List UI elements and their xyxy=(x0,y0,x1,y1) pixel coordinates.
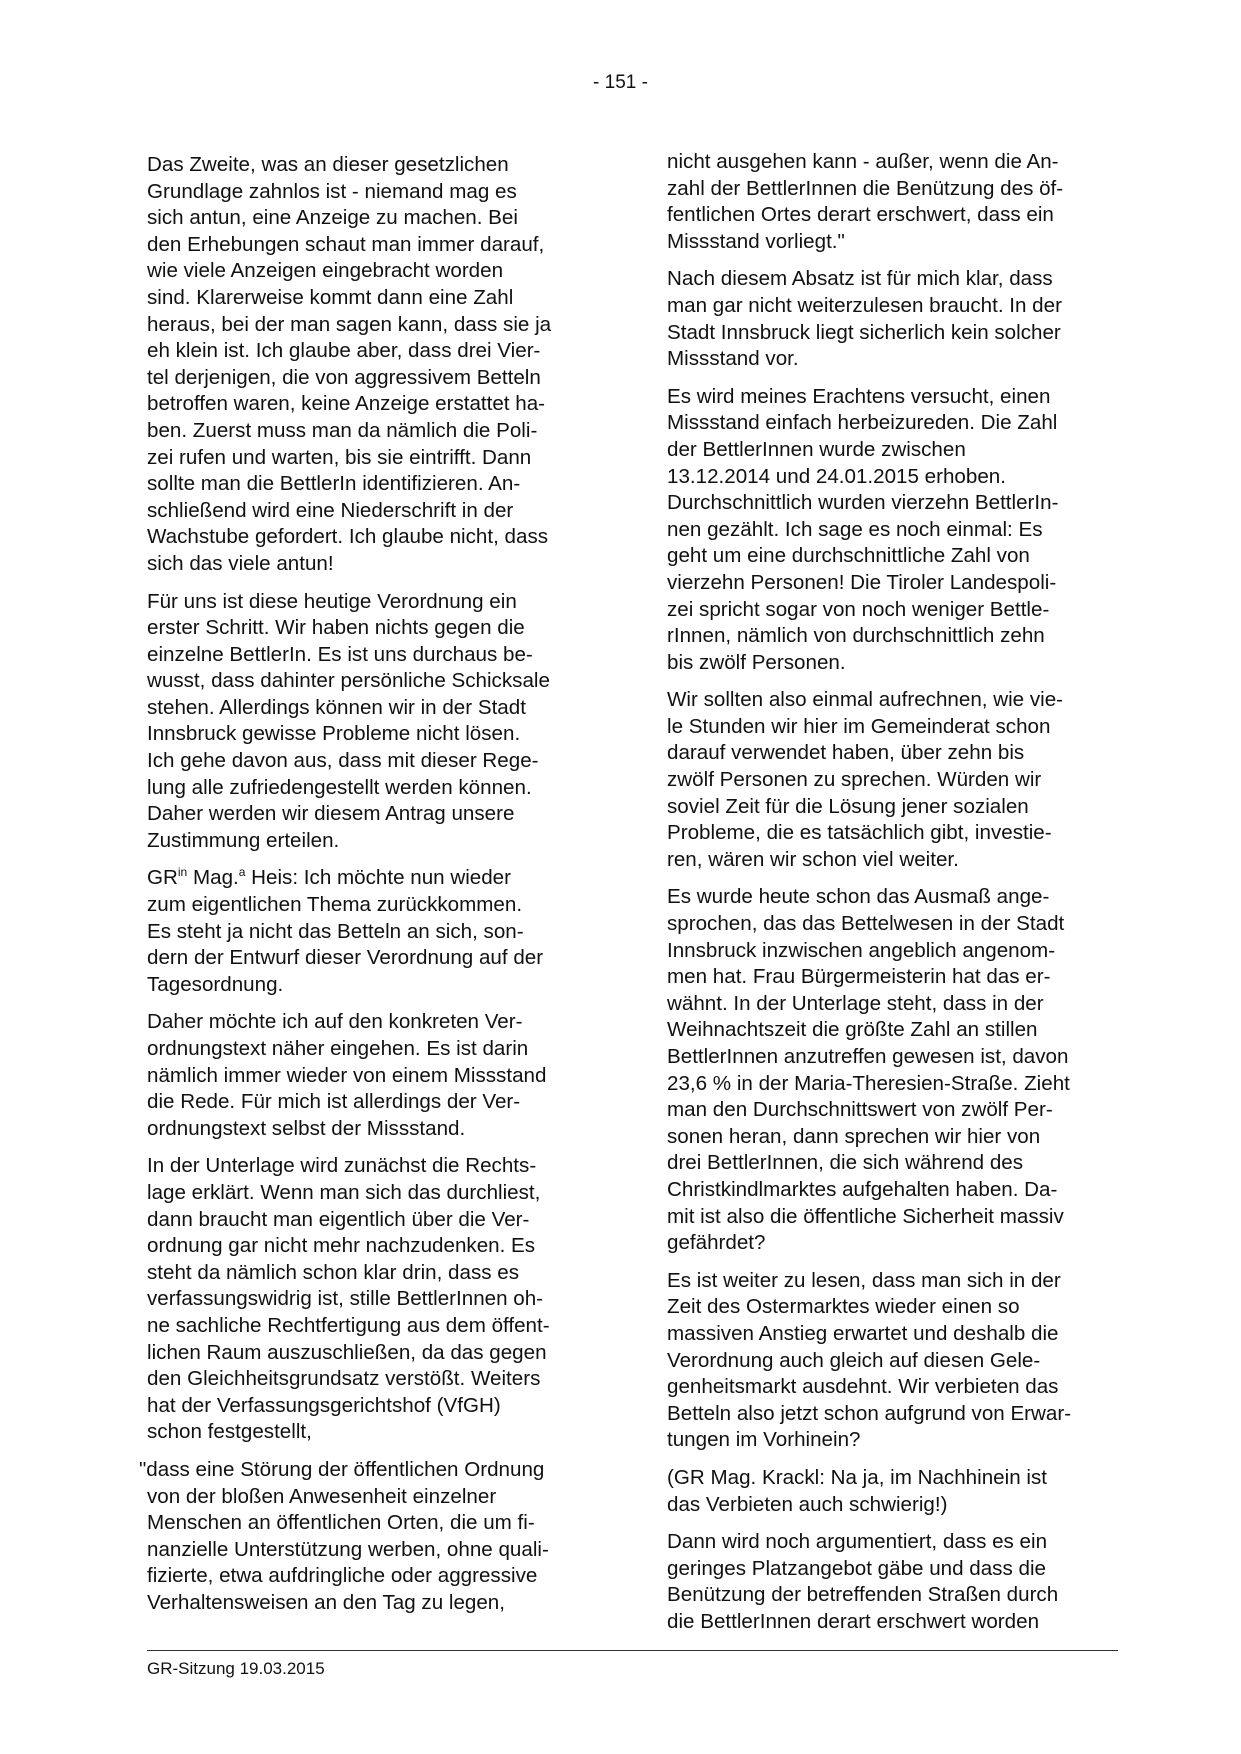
text-line: fentlichen Ortes derart erschwert, dass ein xyxy=(667,203,1054,227)
text-line: nanzielle Unterstützung werben, ohne quali- xyxy=(147,1537,549,1561)
text-line: zahl der BettlerInnen die Benützung des öf- xyxy=(667,176,1064,200)
text-line: der BettlerInnen wurde zwischen xyxy=(667,437,966,461)
text-line: "dass eine Störung der öffentlichen Ordnung xyxy=(139,1457,545,1481)
text-line: sich das viele antun! xyxy=(147,551,334,575)
text-line: heraus, bei der man sagen kann, dass sie ja xyxy=(147,312,552,336)
text-line: Probleme, die es tatsächlich gibt, investie- xyxy=(667,821,1052,845)
text-line: Weihnachtszeit die größte Zahl an stillen xyxy=(667,1018,1038,1042)
text-line: man den Durchschnittswert von zwölf Per- xyxy=(667,1098,1053,1122)
text-line: Grundlage zahnlos ist - niemand mag es xyxy=(147,179,517,203)
text-line: lung alle zufriedengestellt werden können. xyxy=(147,775,532,799)
text-line: vierzehn Personen! Die Tiroler Landespoli- xyxy=(667,570,1057,594)
text-line: Wir sollten also einmal aufrechnen, wie vie- xyxy=(667,688,1064,712)
text-line: Daher möchte ich auf den konkreten Ver- xyxy=(147,1010,523,1034)
text-line: geringes Platzangebot gäbe und dass die xyxy=(667,1556,1046,1580)
paragraph xyxy=(667,1465,1109,1518)
text-line: wähnt. In der Unterlage steht, dass in der xyxy=(667,991,1044,1015)
text-line: ren, wären wir schon viel weiter. xyxy=(667,847,959,871)
text-line: tungen im Vorhinein? xyxy=(667,1428,861,1452)
text-line: Nach diesem Absatz ist für mich klar, dass xyxy=(667,267,1053,291)
text-line: sich antun, eine Anzeige zu machen. Bei xyxy=(147,206,518,230)
text-line: hat der Verfassungsgerichtshof (VfGH) xyxy=(147,1393,501,1417)
text-line: men hat. Frau Bürgermeisterin hat das er- xyxy=(667,965,1051,989)
text-line: Das Zweite, was an dieser gesetzlichen xyxy=(147,153,509,176)
text-line: Benützung der betreffenden Straßen durch xyxy=(667,1583,1059,1607)
text-line: von der bloßen Anwesenheit einzelner xyxy=(147,1484,497,1508)
text-line: mit ist also die öffentliche Sicherheit massiv xyxy=(667,1204,1064,1228)
paragraph xyxy=(147,152,589,578)
text-line: Wachstube gefordert. Ich glaube nicht, dass xyxy=(147,525,549,549)
paragraph xyxy=(667,1529,1109,1635)
text-line: rInnen, nämlich von durchschnittlich zehn xyxy=(667,624,1045,648)
text-line: schließend wird eine Niederschrift in der xyxy=(147,498,514,522)
text-line: die BettlerInnen derart erschwert worden xyxy=(667,1609,1040,1633)
speaker-degree: Mag. xyxy=(187,866,239,890)
text-line: steht da nämlich schon klar drin, dass es xyxy=(147,1260,520,1284)
text-line: In der Unterlage wird zunächst die Rechts- xyxy=(147,1154,537,1178)
text-line: soviel Zeit für die Lösung jener sozialen xyxy=(667,794,1029,818)
text-line: schon festgestellt, xyxy=(147,1420,312,1444)
text-line: dann braucht man eigentlich über die Ver- xyxy=(147,1207,530,1231)
text-line: Missstand vorliegt." xyxy=(667,229,845,253)
text-line: Es ist weiter zu lesen, dass man sich in der xyxy=(667,1268,1061,1292)
text-line: Menschen an öffentlichen Orten, die um fi- xyxy=(147,1511,535,1535)
text-line: Daher werden wir diesem Antrag unsere xyxy=(147,802,515,826)
text-line: sollte man die BettlerIn identifizieren. An- xyxy=(147,472,521,496)
text-line: das Verbieten auch schwierig!) xyxy=(667,1492,948,1516)
left-column xyxy=(139,152,589,1627)
text-line: Es wird meines Erachtens versucht, einen xyxy=(667,384,1051,408)
text-line: Betteln also jetzt schon aufgrund von Erwar- xyxy=(667,1401,1072,1425)
text-line: le Stunden wir hier im Gemeinderat schon xyxy=(667,714,1051,738)
text-line: betroffen waren, keine Anzeige erstattet ha- xyxy=(147,392,546,416)
text-line: gefährdet? xyxy=(667,1231,766,1255)
speaker-name: Heis xyxy=(245,866,293,890)
text-line: Zeit des Ostermarktes wieder einen so xyxy=(667,1295,1020,1319)
text-line: Es steht ja nicht das Betteln an sich, son- xyxy=(147,919,524,943)
text-line: ordnungstext selbst der Missstand. xyxy=(147,1116,466,1140)
speaker-degree-suffix: a xyxy=(238,865,246,880)
text-line: Missstand vor. xyxy=(667,347,799,371)
text-line: zei spricht sogar von noch weniger Bettle- xyxy=(667,597,1050,621)
text-line: Dann wird noch argumentiert, dass es ein xyxy=(667,1530,1048,1554)
text-line: dern der Entwurf dieser Verordnung auf der xyxy=(147,946,544,970)
text-line: ne sachliche Rechtfertigung aus dem öffent- xyxy=(147,1313,550,1337)
right-column xyxy=(667,149,1109,1646)
text-line: darauf verwendet haben, über zehn bis xyxy=(667,741,1025,765)
speaker-text: : Ich möchte nun wieder xyxy=(292,866,511,890)
text-line: BettlerInnen anzutreffen gewesen ist, davon xyxy=(667,1045,1069,1068)
text-line: die Rede. Für mich ist allerdings der Ver- xyxy=(147,1090,521,1114)
speaker-title: GR xyxy=(147,866,178,890)
footer-session-date: GR-Sitzung 19.03.2015 xyxy=(147,1659,325,1678)
text-line: Christkindlmarktes aufgehalten haben. Da- xyxy=(667,1177,1058,1201)
text-line: ordnung gar nicht mehr nachzudenken. Es xyxy=(147,1234,536,1258)
text-line: wusst, dass dahinter persönliche Schicksale xyxy=(147,669,550,693)
speaker-line xyxy=(147,865,589,892)
text-line: den Gleichheitsgrundsatz verstößt. Weiters xyxy=(147,1367,541,1391)
text-line: sind. Klarerweise kommt dann eine Zahl xyxy=(147,285,514,309)
text-line: drei BettlerInnen, die sich während des xyxy=(667,1151,1024,1175)
text-line: nicht ausgehen kann - außer, wenn die An- xyxy=(667,150,1059,173)
text-line: genheitsmarkt ausdehnt. Wir verbieten das xyxy=(667,1375,1059,1399)
footer-divider xyxy=(147,1650,1118,1651)
text-line: Zustimmung erteilen. xyxy=(147,828,340,852)
text-line: massiven Anstieg erwartet und deshalb die xyxy=(667,1321,1059,1345)
text-line: fizierte, etwa aufdringliche oder aggressive xyxy=(147,1564,538,1588)
text-line: sonen heran, dann sprechen wir hier von xyxy=(667,1124,1041,1148)
text-line: Durchschnittlich wurden vierzehn BettlerIn- xyxy=(667,491,1059,515)
text-line: zei rufen und warten, bis sie eintrifft. Dann xyxy=(147,445,532,469)
text-line: geht um eine durchschnittliche Zahl von xyxy=(667,544,1030,568)
text-line: verfassungswidrig ist, stille BettlerInnen oh- xyxy=(147,1287,544,1311)
text-line: Tagesordnung. xyxy=(147,972,284,996)
text-line: 13.12.2014 und 24.01.2015 erhoben. xyxy=(667,464,1006,488)
text-line: sprochen, das das Bettelwesen in der Stadt xyxy=(667,912,1065,936)
text-line: Es wurde heute schon das Ausmaß ange- xyxy=(667,885,1050,909)
paragraph xyxy=(667,149,1109,255)
text-line: zum eigentlichen Thema zurückkommen. xyxy=(147,893,523,917)
text-line: nämlich immer wieder von einem Missstand xyxy=(147,1063,547,1087)
quote-paragraph xyxy=(139,1457,589,1617)
text-line: erster Schritt. Wir haben nichts gegen die xyxy=(147,616,525,640)
text-line: ben. Zuerst muss man da nämlich die Poli- xyxy=(147,418,538,442)
text-line: man gar nicht weiterzulesen braucht. In der xyxy=(667,293,1062,317)
text-line: lage erklärt. Wenn man sich das durchliest, xyxy=(147,1180,541,1204)
text-line: ordnungstext näher eingehen. Es ist darin xyxy=(147,1037,529,1060)
text-line: stehen. Allerdings können wir in der Stadt xyxy=(147,695,526,719)
paragraph xyxy=(667,384,1109,677)
page-number: - 151 - xyxy=(593,72,648,93)
text-line: eh klein ist. Ich glaube aber, dass drei Vier- xyxy=(147,339,541,363)
text-line: zwölf Personen zu sprechen. Würden wir xyxy=(667,768,1042,792)
text-line: bis zwölf Personen. xyxy=(667,650,846,674)
text-line: lichen Raum auszuschließen, da das gegen xyxy=(147,1340,547,1364)
text-line: tel derjenigen, die von aggressivem Betteln xyxy=(147,365,541,389)
text-line: einzelne BettlerIn. Es ist uns durchaus be- xyxy=(147,642,533,666)
text-line: den Erhebungen schaut man immer darauf, xyxy=(147,232,545,256)
text-line: Innsbruck gewisse Probleme nicht lösen. xyxy=(147,722,521,746)
text-line: 23,6 % in der Maria-Theresien-Straße. Zieht xyxy=(667,1071,1070,1095)
text-line: Missstand einfach herbeizureden. Die Zahl xyxy=(667,411,1058,435)
paragraph xyxy=(667,1268,1109,1454)
paragraph xyxy=(667,266,1109,372)
speaker-paragraph xyxy=(147,865,589,998)
text-line: Innsbruck inzwischen angeblich angenom- xyxy=(667,938,1056,962)
text-line: Für uns ist diese heutige Verordnung ein xyxy=(147,589,517,613)
paragraph xyxy=(667,687,1109,873)
speaker-title-suffix: in xyxy=(177,865,188,880)
paragraph xyxy=(147,1009,589,1142)
text-line: Verordnung auch gleich auf diesen Gele- xyxy=(667,1348,1041,1372)
text-line: Stadt Innsbruck liegt sicherlich kein solcher xyxy=(667,320,1061,344)
text-line: wie viele Anzeigen eingebracht worden xyxy=(147,259,504,283)
paragraph xyxy=(667,884,1109,1256)
text-line: Ich gehe davon aus, dass mit dieser Rege- xyxy=(147,749,539,773)
text-line: (GR Mag. Krackl: Na ja, im Nachhinein ist xyxy=(667,1465,1047,1489)
paragraph xyxy=(147,589,589,855)
text-line: Verhaltensweisen an den Tag zu legen, xyxy=(147,1590,505,1614)
paragraph xyxy=(147,1153,589,1446)
text-line: nen gezählt. Ich sage es noch einmal: Es xyxy=(667,517,1043,541)
